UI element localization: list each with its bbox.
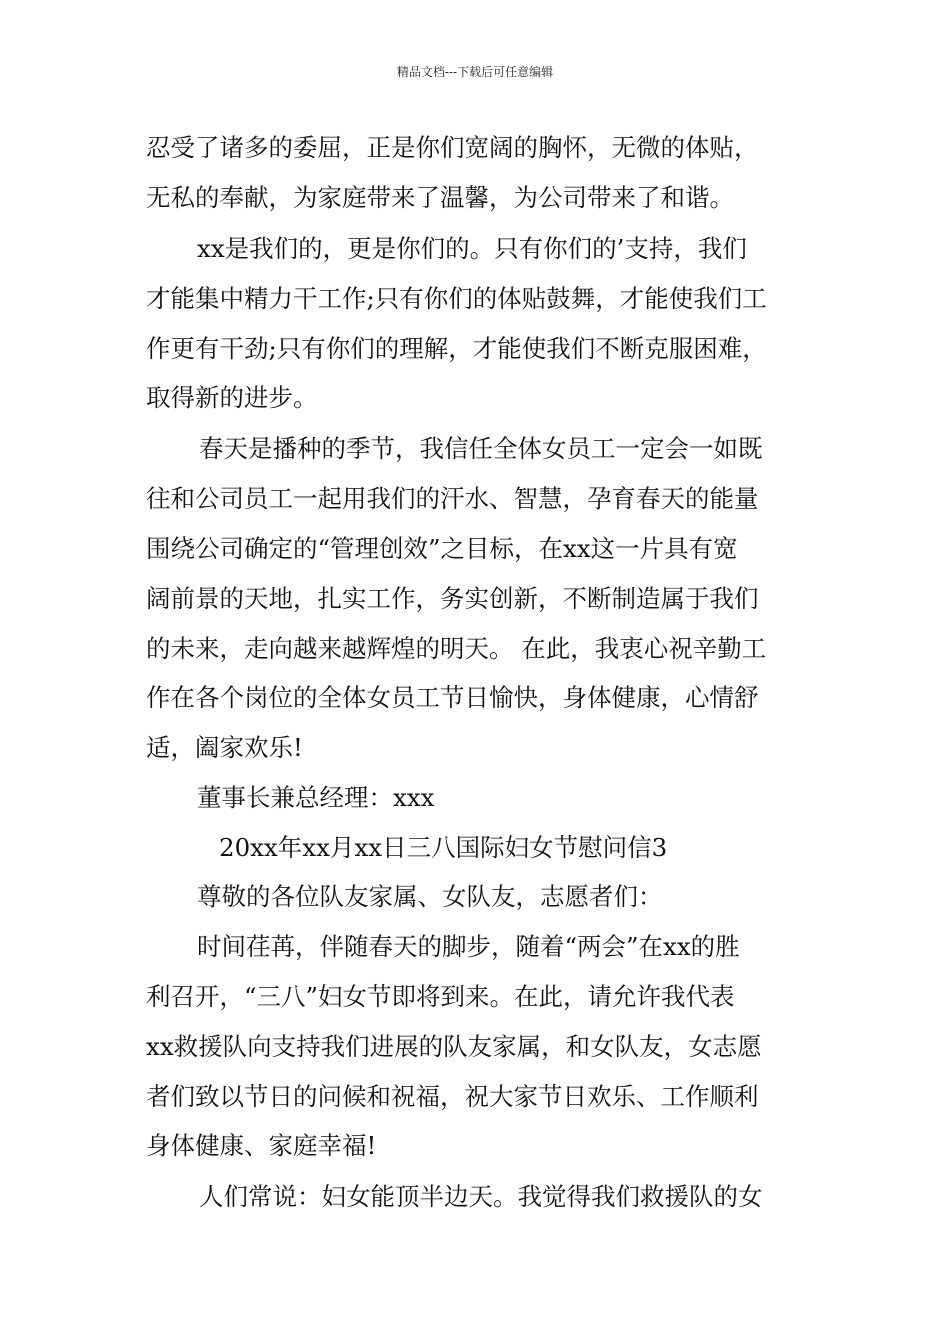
signature-line: 董事长兼总经理：xxx [197,783,435,812]
page-header: 精品文档---下载后可任意编辑 [396,65,554,79]
text-line: 春天是播种的季节，我信任全体女员工一定会一如既 [199,434,763,463]
text-line: 围绕公司确定的“管理创效”之目标，在xx这一片具有宽 [146,534,738,563]
text-line: 适，阖家欢乐! [146,733,303,762]
text-line: xx是我们的，更是你们的。只有你们的’支持，我们 [197,234,747,263]
text-line: 作更有干劲;只有你们的理解，才能使我们不断克服困难， [146,334,767,363]
text-line: xx救援队向支持我们进展的队友家属，和女队友，女志愿 [146,1032,762,1061]
text-line: 取得新的进步。 [146,383,318,412]
text-line: 无私的奉献，为家庭带来了温馨，为公司带来了和谐。 [146,183,734,212]
text-line: 忍受了诸多的委屈，正是你们宽阔的胸怀，无微的体贴， [146,133,759,162]
text-line: 的未来，走向越来越辉煌的明天。 在此，我衷心祝辛勤工 [146,634,767,663]
salutation: 尊敬的各位队友家属、女队友，志愿者们： [197,882,663,911]
text-line: 利召开，“三八”妇女节即将到来。在此，请允许我代表 [146,982,735,1011]
text-line: 时间荏苒，伴随春天的脚步，随着“两会”在xx的胜 [197,932,740,961]
text-line: 作在各个岗位的全体女员工节日愉快，身体健康，心情舒 [146,683,759,712]
section-title: 20xx年xx月xx日三八国际妇女节慰问信3 [219,833,668,862]
text-line: 者们致以节日的问候和祝福，祝大家节日欢乐、工作顺利 [146,1082,759,1111]
text-line: 身体健康、家庭幸福! [146,1131,377,1160]
text-line: 人们常说：妇女能顶半边天。我觉得我们救援队的女 [199,1182,763,1211]
text-line: 往和公司员工一起用我们的汗水、智慧，孕育春天的能量 [146,484,759,513]
text-line: 才能集中精力干工作;只有你们的体贴鼓舞，才能使我们工 [146,284,767,313]
text-line: 阔前景的天地，扎实工作，务实创新，不断制造属于我们 [146,584,759,613]
